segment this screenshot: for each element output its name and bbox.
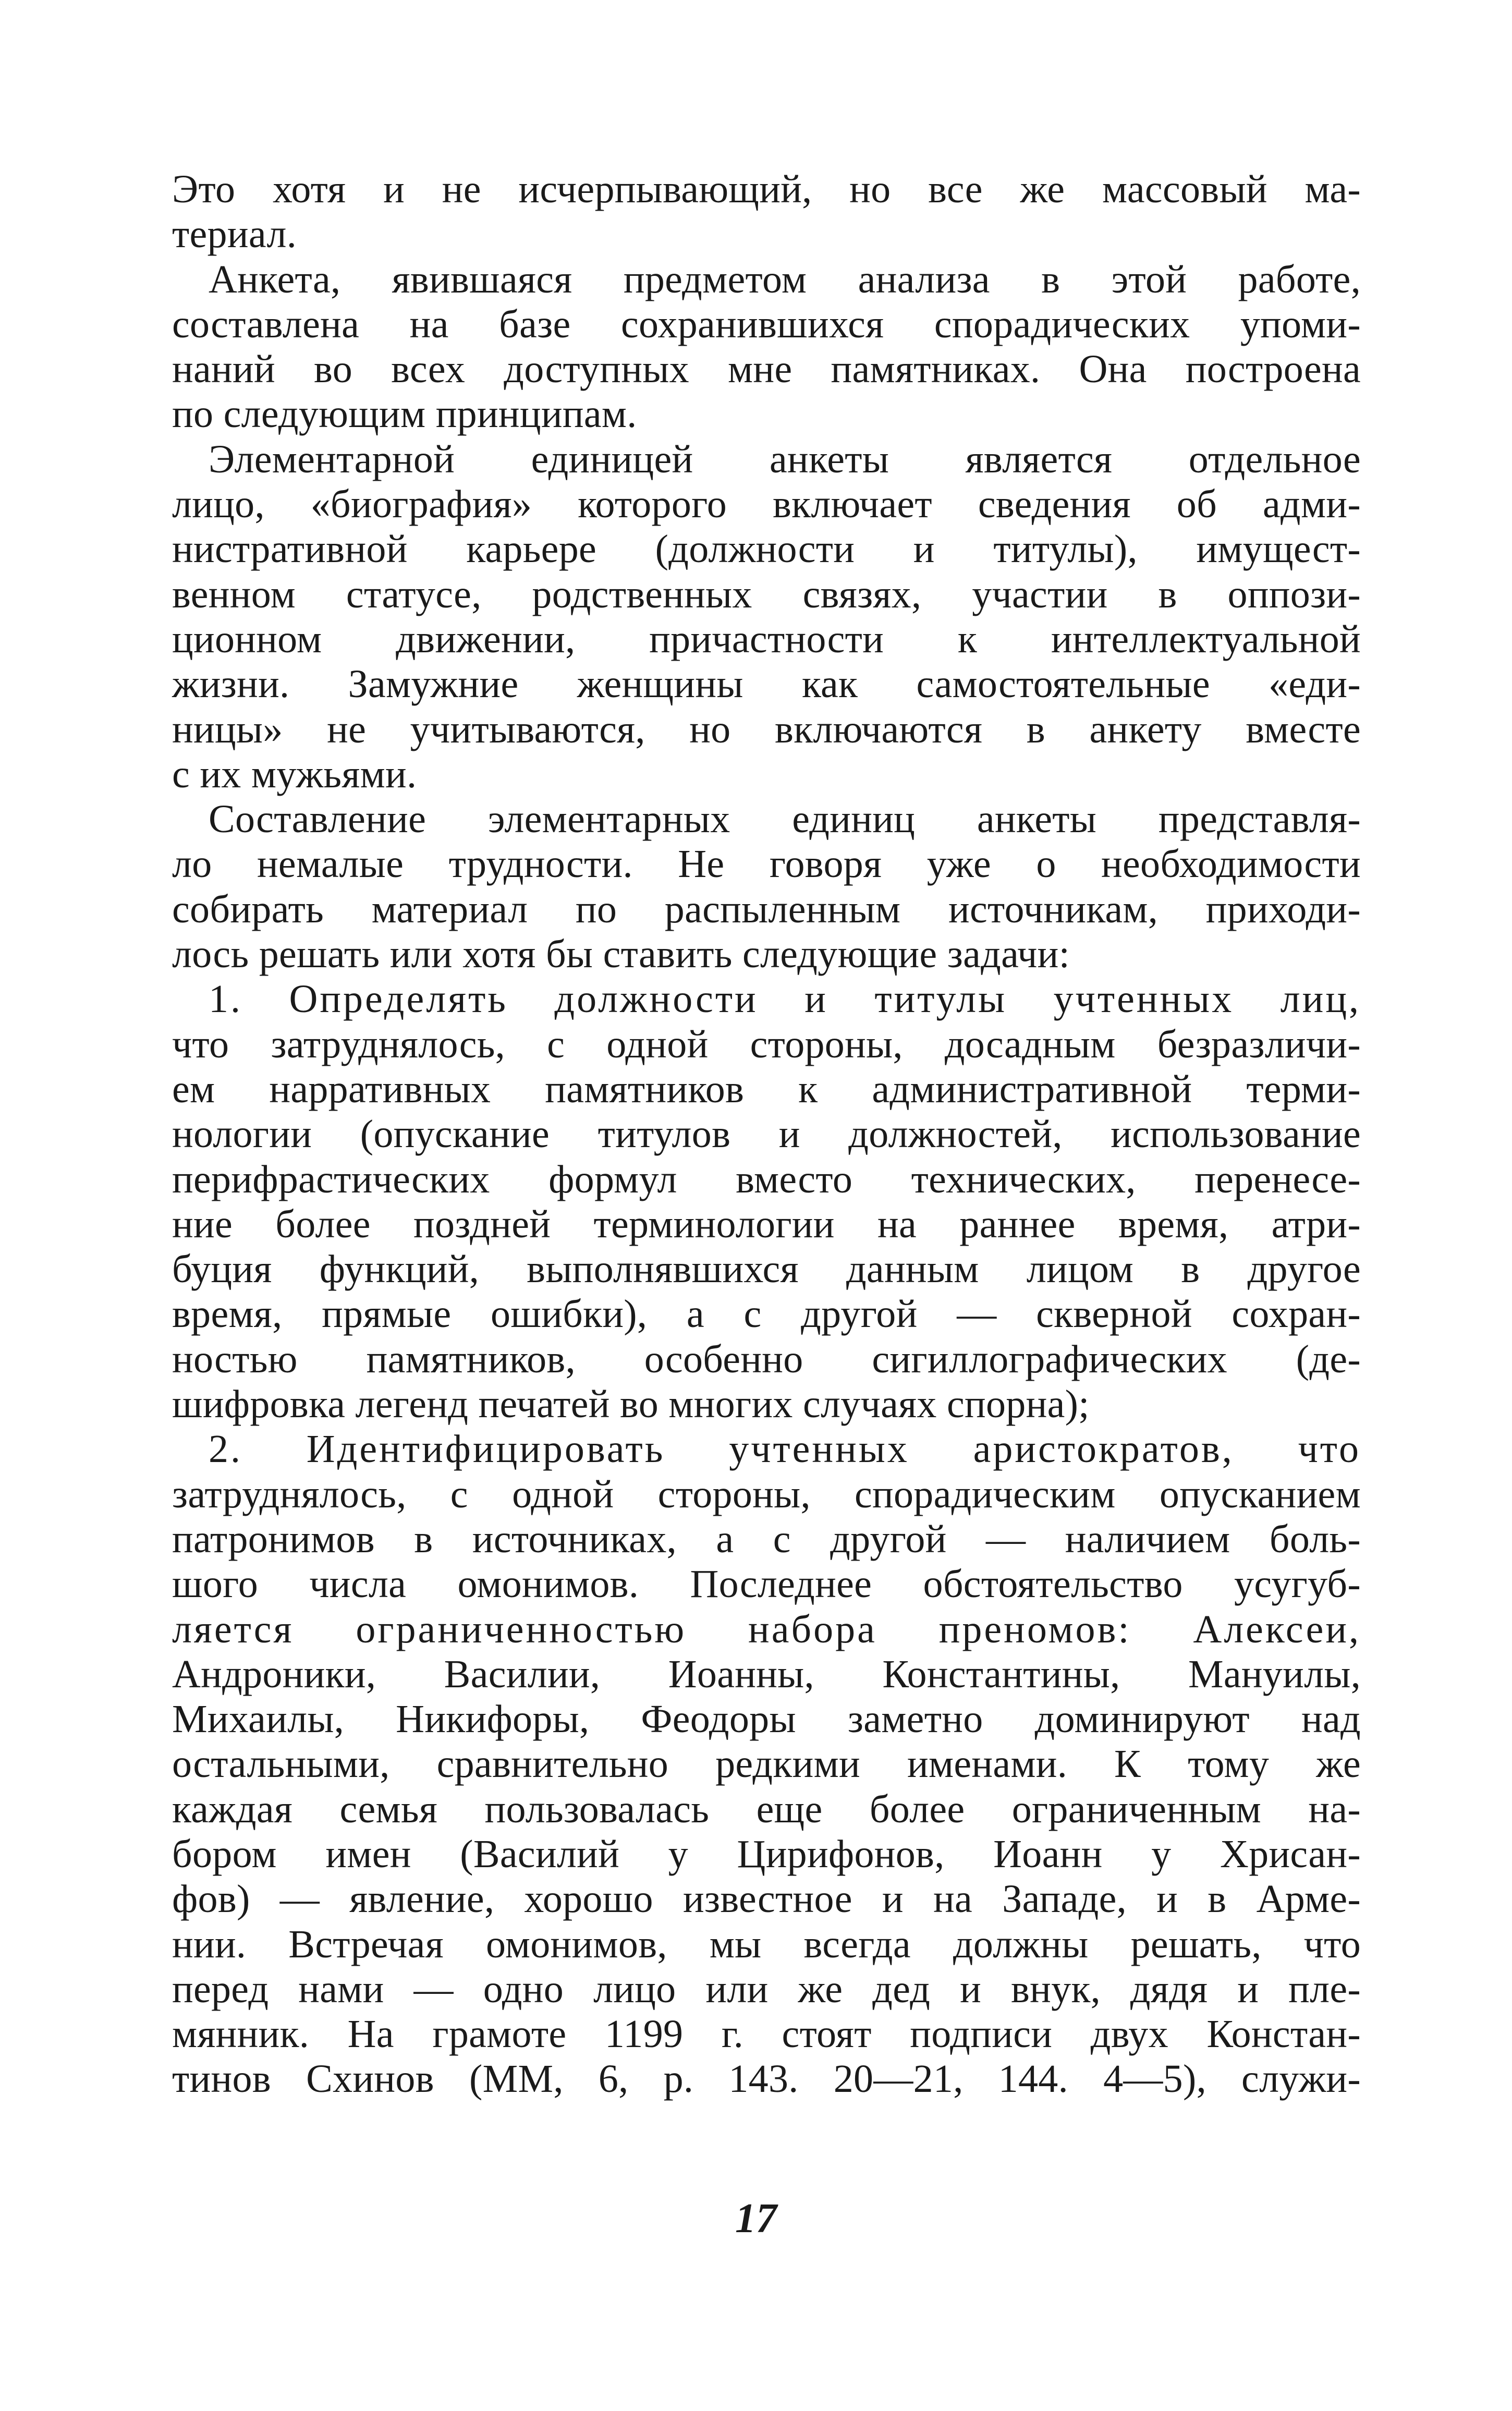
page-body bbox=[172, 167, 1361, 2102]
text-line: затруднялось, с одной стороны, спорадическим опусканием bbox=[172, 1472, 1361, 1516]
text-line: нии. Встречая омонимов, мы всегда должны решать, что bbox=[172, 1922, 1361, 1966]
text-line: ностью памятников, особенно сигиллографических (де- bbox=[172, 1337, 1361, 1381]
text-line: жизни. Замужние женщины как самостоятельные «еди- bbox=[172, 662, 1361, 707]
text-line: мянник. На грамоте 1199 г. стоят подписи двух Констан- bbox=[172, 2012, 1361, 2056]
text-line: по следующим принципам. bbox=[172, 392, 637, 436]
text-line: ляется ограниченностью набора преномов: Алексеи, bbox=[172, 1607, 1361, 1651]
text-line: фов) — явление, хорошо известное и на Западе, и в Арме- bbox=[172, 1877, 1361, 1921]
text-line: бором имен (Василий у Цирифонов, Иоанн у Хрисан- bbox=[172, 1832, 1361, 1876]
text-line: ние более поздней терминологии на раннее время, атри- bbox=[172, 1202, 1361, 1246]
text-line: лицо, «биография» которого включает сведения об адми- bbox=[172, 482, 1361, 527]
text-line: ем нарративных памятников к административной терми- bbox=[172, 1067, 1361, 1111]
text-line: лось решать или хотя бы ставить следующие задачи: bbox=[172, 932, 1070, 977]
text-line: Это хотя и не исчерпывающий, но все же массовый ма- bbox=[172, 167, 1361, 211]
text-line: Михаилы, Никифоры, Феодоры заметно доминируют над bbox=[172, 1697, 1361, 1742]
text-line: шифровка легенд печатей во многих случаях спорна); bbox=[172, 1382, 1090, 1427]
text-line: каждая семья пользовалась еще более ограниченным на- bbox=[172, 1787, 1361, 1831]
text-line: остальными, сравнительно редкими именами. К тому же bbox=[172, 1742, 1361, 1786]
text-line: ло немалые трудности. Не говоря уже о необходимости bbox=[172, 842, 1361, 886]
text-line: буция функций, выполнявшихся данным лицом в другое bbox=[172, 1247, 1361, 1292]
text-line: перед нами — одно лицо или же дед и внук, дядя и пле- bbox=[172, 1967, 1361, 2011]
page-number: 17 bbox=[735, 2196, 777, 2242]
text-line: 2. Идентифицировать учтенных аристократов, что bbox=[209, 1427, 1361, 1471]
text-line: нологии (опускание титулов и должностей, использование bbox=[172, 1112, 1361, 1156]
text-line: Анкета, явившаяся предметом анализа в этой работе, bbox=[209, 257, 1361, 301]
text-line: собирать материал по распыленным источникам, приходи- bbox=[172, 887, 1361, 931]
text-line: перифрастических формул вместо технических, перенесе- bbox=[172, 1157, 1361, 1201]
text-line: составлена на базе сохранившихся спорадических упоми- bbox=[172, 302, 1361, 346]
text-line: Андроники, Василии, Иоанны, Константины, Мануилы, bbox=[172, 1652, 1361, 1696]
text-line: наний во всех доступных мне памятниках. Она построена bbox=[172, 347, 1361, 392]
text-line: венном статусе, родственных связях, участии в оппози- bbox=[172, 572, 1361, 616]
text-line: нистративной карьере (должности и титулы), имущест- bbox=[172, 527, 1361, 571]
text-line: Элементарной единицей анкеты является отдельное bbox=[209, 437, 1361, 481]
text-line: патронимов в источниках, а с другой — наличием боль- bbox=[172, 1517, 1361, 1561]
text-line: 1. Определять должности и титулы учтенных лиц, bbox=[209, 977, 1361, 1021]
text-line: ницы» не учитываются, но включаются в анкету вместе bbox=[172, 707, 1361, 751]
text-line: с их мужьями. bbox=[172, 752, 417, 796]
text-line: что затруднялось, с одной стороны, досадным безразличи- bbox=[172, 1022, 1361, 1066]
text-line: териал. bbox=[172, 212, 297, 257]
text-line: шого числа омонимов. Последнее обстоятельство усугуб- bbox=[172, 1562, 1361, 1606]
text-line: время, прямые ошибки), а с другой — скверной сохран- bbox=[172, 1292, 1361, 1336]
text-line: тинов Схинов (ММ, 6, р. 143. 20—21, 144. 4—5), служи- bbox=[172, 2057, 1361, 2101]
text-line: Составление элементарных единиц анкеты представля- bbox=[209, 797, 1361, 842]
text-line: ционном движении, причастности к интеллектуальной bbox=[172, 617, 1361, 661]
